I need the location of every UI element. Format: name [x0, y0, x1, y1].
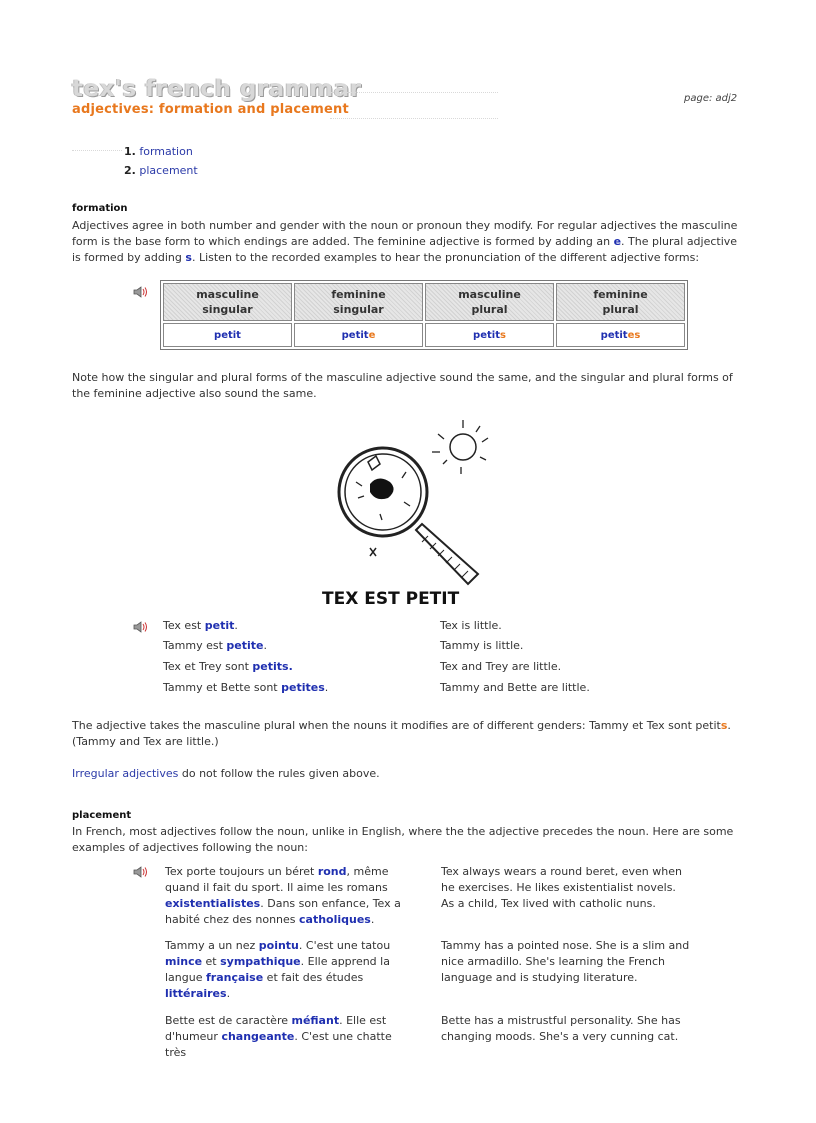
- magnifying-glass-illustration: [318, 412, 496, 610]
- cell-petite[interactable]: petite: [294, 323, 423, 347]
- cell-petites[interactable]: petites: [556, 323, 685, 347]
- header-fem-sing: feminine singular: [294, 283, 423, 321]
- placement-fr-3: Bette est de caractère méfiant. Elle est d'humeur changeante. C'est une chatte très: [165, 1014, 392, 1059]
- example-fr: Tammy est petite.: [163, 639, 267, 652]
- toc-number: 2.: [124, 164, 136, 177]
- toc-item-placement: [124, 164, 198, 177]
- toc-number: 1.: [124, 145, 136, 158]
- site-logo: tex's french grammar: [72, 76, 362, 102]
- toc-link-placement[interactable]: placement: [139, 164, 198, 177]
- speaker-icon[interactable]: [133, 865, 149, 879]
- page-reference: page: adj2: [684, 93, 738, 104]
- section-heading-placement: placement: [72, 810, 132, 821]
- irregular-adjectives-link[interactable]: Irregular adjectives: [72, 767, 179, 780]
- example-en: Tammy is little.: [440, 639, 524, 652]
- toc-item-formation: [124, 145, 193, 158]
- mixed-gender-note: The adjective takes the masculine plural when the nouns it modifies are of different genders: Tammy et Tex sont petits. (Tammy and Tex are little.): [72, 719, 731, 748]
- header-masc-plur: masculine plural: [425, 283, 554, 321]
- formation-intro: [72, 218, 744, 266]
- placement-en-2: Tammy has a pointed nose. She is a slim and nice armadillo. She's learning the French language and is studying literature.: [441, 939, 690, 984]
- section-heading-formation: formation: [72, 203, 128, 214]
- example-en: Tex and Trey are little.: [440, 660, 562, 673]
- example-fr: Tex est petit.: [163, 619, 238, 632]
- dotted-rule: [330, 118, 498, 119]
- intro-text: Adjectives agree in both number and gender with the noun or pronoun they modify. For regular adjectives the masculine form is the base form to which endings are added. The feminine adjective is formed by adding an: [72, 219, 738, 248]
- example-en: Tammy and Bette are little.: [440, 681, 590, 694]
- illustration-caption: TEX EST PETIT: [322, 589, 460, 609]
- intro-text: . The plural adjective is formed by adding: [72, 235, 738, 264]
- toc-link-formation[interactable]: formation: [139, 145, 193, 158]
- intro-text: . Listen to the recorded examples to hear the pronunciation of the different adjective forms:: [191, 251, 700, 264]
- adjective-forms-table: [160, 280, 688, 350]
- placement-fr-2: Tammy a un nez pointu. C'est une tatou mince et sympathique. Elle apprend la langue française et fait des études littéraires.: [165, 939, 391, 1000]
- ending-s: s: [185, 251, 192, 264]
- header-masc-sing: masculine singular: [163, 283, 292, 321]
- ending-e: e: [613, 235, 622, 248]
- cell-petits[interactable]: petits: [425, 323, 554, 347]
- irregular-note: Irregular adjectives do not follow the rules given above.: [72, 767, 380, 780]
- speaker-icon[interactable]: [133, 620, 149, 634]
- cell-petit[interactable]: petit: [163, 323, 292, 347]
- placement-en-3: Bette has a mistrustful personality. She has changing moods. She's a very cunning cat.: [441, 1014, 681, 1043]
- placement-fr-1: Tex porte toujours un béret rond, même quand il fait du sport. Il aime les romans existentialistes. Dans son enfance, Tex a habité chez des nonnes catholiques.: [165, 865, 401, 926]
- example-en: Tex is little.: [440, 619, 502, 632]
- dotted-rule: [72, 150, 122, 151]
- placement-intro: In French, most adjectives follow the noun, unlike in English, where the the adjective precedes the noun. Here are some examples of adjectives following the noun:: [72, 825, 734, 854]
- header-fem-plur: feminine plural: [556, 283, 685, 321]
- dotted-rule: [330, 92, 498, 93]
- placement-en-1: Tex always wears a round beret, even when he exercises. He likes existentialist novels. As a child, Tex lived with catholic nuns.: [441, 865, 682, 910]
- speaker-icon[interactable]: [133, 285, 149, 299]
- example-fr: Tex et Trey sont petits.: [163, 660, 293, 673]
- formation-note: Note how the singular and plural forms of the masculine adjective sound the same, and the singular and plural forms of the feminine adjective also sound the same.: [72, 371, 733, 400]
- page-subtitle: adjectives: formation and placement: [72, 102, 349, 117]
- example-fr: Tammy et Bette sont petites.: [163, 681, 329, 694]
